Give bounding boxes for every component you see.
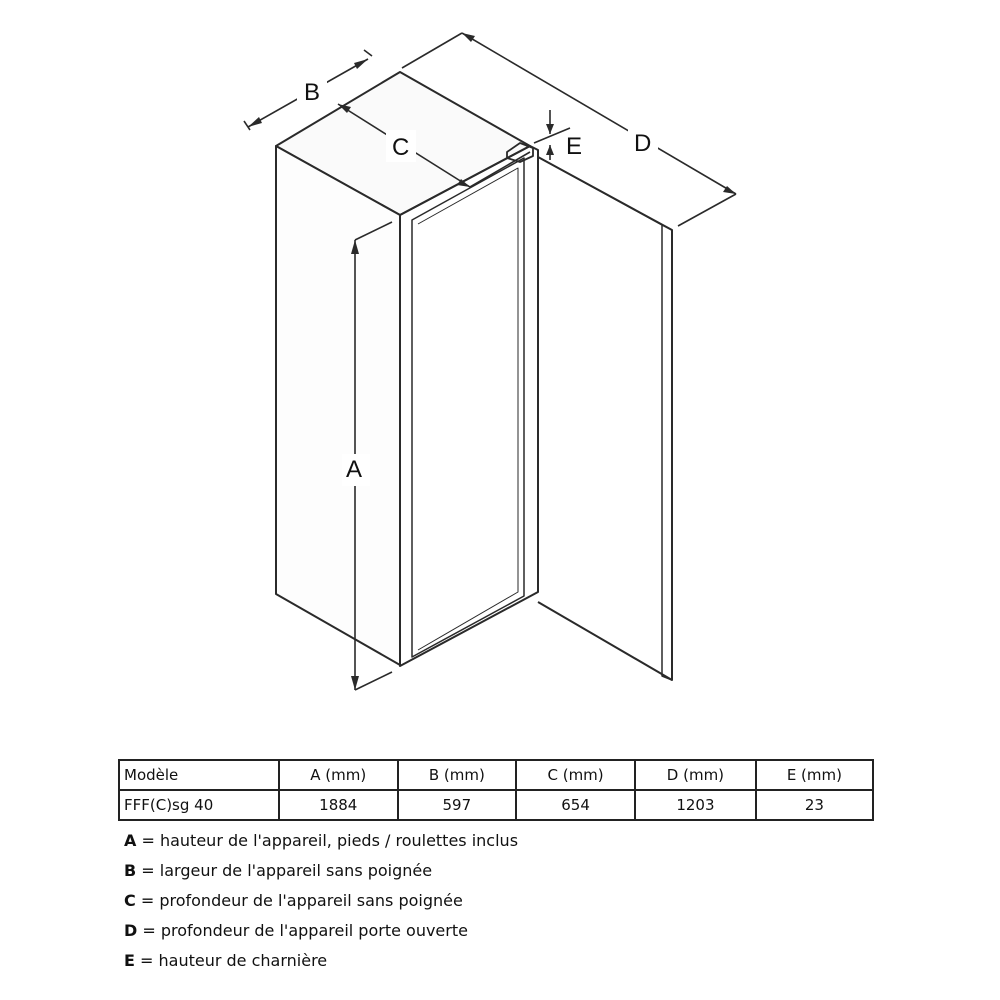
column-header: B (mm) (398, 760, 517, 790)
dimension-d-ext-right (678, 194, 736, 226)
table-cell: 654 (516, 790, 635, 820)
dimension-label-d: D (634, 130, 652, 157)
column-header: D (mm) (635, 760, 756, 790)
appliance-body (276, 72, 672, 680)
door-inner-edge (418, 168, 518, 650)
legend-item-a (124, 826, 518, 856)
cabinet-side-face (276, 146, 400, 665)
dimension-label-c: C (392, 134, 410, 161)
arrowhead (248, 117, 262, 127)
table-header-row (119, 760, 873, 790)
legend-key: B (124, 861, 137, 880)
arrowhead (546, 145, 554, 155)
legend-text: = largeur de l'appareil sans poignée (136, 861, 433, 880)
column-header: C (mm) (516, 760, 635, 790)
legend-text: = hauteur de charnière (134, 951, 328, 970)
column-header: Modèle (119, 760, 279, 790)
dimension-d-ext-left (402, 33, 462, 68)
table-cell: 23 (756, 790, 873, 820)
legend-item-d (124, 916, 518, 946)
legend-key: C (124, 891, 136, 910)
table-cell: 597 (398, 790, 517, 820)
dimension-legend (124, 826, 518, 976)
arrowhead (354, 59, 368, 69)
legend-item-e (124, 946, 518, 976)
legend-text: = profondeur de l'appareil sans poignée (135, 891, 463, 910)
legend-key: D (124, 921, 138, 940)
arrowhead (546, 124, 554, 134)
dimension-b-ext-right (364, 50, 372, 56)
dimensions-table (118, 759, 874, 821)
dimension-label-a: A (346, 456, 363, 483)
legend-key: E (124, 951, 135, 970)
legend-item-b (124, 856, 518, 886)
door-gasket-edge (412, 158, 524, 657)
open-door-panel (538, 157, 672, 680)
dimension-a-ext-bottom (355, 672, 392, 690)
arrowhead (462, 33, 475, 42)
legend-text: = hauteur de l'appareil, pieds / roulettes inclus (136, 831, 519, 850)
column-header: E (mm) (756, 760, 873, 790)
dimension-label-b: B (304, 79, 321, 106)
legend-key: A (124, 831, 137, 850)
table-cell: 1203 (635, 790, 756, 820)
column-header: A (mm) (279, 760, 398, 790)
legend-text: = profondeur de l'appareil porte ouverte (137, 921, 468, 940)
dimension-e-ext (534, 128, 570, 143)
dimension-label-e: E (566, 133, 583, 160)
cabinet-front-frame (400, 146, 538, 666)
table-cell: FFF(C)sg 40 (119, 790, 279, 820)
legend-item-c (124, 886, 518, 916)
table-row (119, 790, 873, 820)
open-door-edge (538, 157, 672, 680)
table-cell: 1884 (279, 790, 398, 820)
